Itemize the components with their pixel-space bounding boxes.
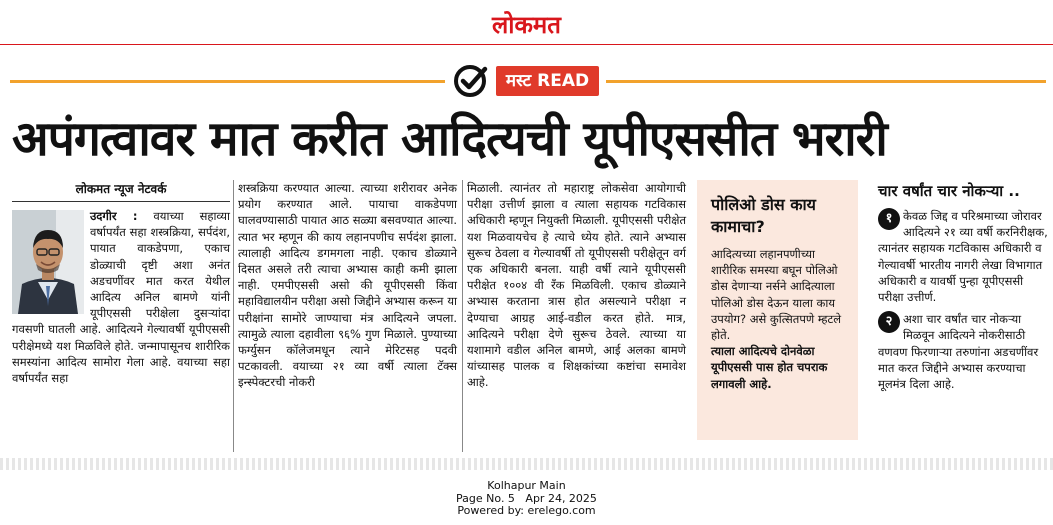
article-column-1 [12, 180, 230, 386]
number-badge-icon: २ [878, 311, 900, 333]
masthead [0, 0, 1053, 44]
jobs-box [878, 180, 1048, 398]
number-badge-icon: १ [878, 208, 900, 230]
jobs-item [878, 208, 1048, 305]
article-text-col3: मिळाली. त्यानंतर तो महाराष्ट्र लोकसेवा आयोगाची परीक्षा उत्तीर्ण झाला व त्याला सहायक गटविकास अधिकारी म्हणून नियुक्ती मिळाली. यूपीएससी परीक्षेत यश मिळवायचेच हे त्याचे ध्येय होते. त्याने अभ्यास सुरूच ठेवला व गेल्यावर्षी तो यूपीएससी परीक्षेतून वर्ग एक अधिकारी बनला. याही वर्षी त्याने यूपीएससी परीक्षेत १००४ वी रँक मिळविली. एकाच डोळ्याने अभ्यास करताना त्रास होत असल्याने परीक्षा न देण्याचा आग्रह आई-वडील करत होते. मात्र, आदित्यने परीक्षा देणे सुरूच ठेवले. त्याच्या या यशामागे वडील अनिल बामणे, आई अलका बामणे यांच्यासह पालक व शिक्षकांच्या कष्टांचा समावेश आहे. [467, 181, 686, 390]
must-read-badge: मस्ट READ [496, 66, 599, 96]
headline: अपंगत्वावर मात करीत आदित्यची यूपीएससीत भरारी [12, 111, 887, 167]
column-divider [462, 180, 463, 452]
checkmark-icon [453, 63, 489, 99]
footer-edition: Kolhapur Main [487, 479, 566, 492]
footer-page-date: Page No. 5 Apr 24, 2025 [456, 491, 597, 505]
article-text-col2: शस्त्रक्रिया करण्यात आल्या. त्याच्या शरीरावर अनेक प्रयोग करण्यात आले. पायाचा वाकडेपणा घालवण्यासाठी पायात आठ सळ्या बसवण्यात आल्या. त्यात भर म्हणून की काय लहानपणीच सर्पदंश झाला. त्यालाही आदित्य डगमगला नाही. एकाच डोळ्याने दिसत असले तरी त्याचा अभ्यास काही कमी झाला नाही. एमपीएससी असो की यूपीएससी किंवा महाविद्यालयीन परीक्षा असो जिद्दीने अभ्यास करून या परीक्षांना सामोरे जाण्याचा मंत्र आदित्यने जपला. त्यामुळे त्याला दहावीला ९६% गुण मिळाले. पुण्याच्या फर्ग्युसन कॉलेजमधून त्याने मेरिटसह पदवी पटकावली. वयाच्या २१ व्या वर्षी त्याला टॅक्स इन्स्पेक्टरची नोकरी [238, 181, 457, 390]
article-paragraph-1: वयाच्या सहाव्या वर्षापर्यंत सहा शस्त्रक्रिया, सर्पदंश, पायात वाकडेपणा, एकाच डोळ्याची दृष्टी अशा अनंत अडचणींवर मात करत येथील आदित्य अनिल बामणे यांनी यूपीएससी परीक्षेला दुसऱ्यांदा गवसणी घातली आहे. आदित्यने गेल्यावर्षी यूपीएससी परीक्षेमध्ये यश मिळविले होते. जन्मापासूनच शारीरिक समस्यांना आदित्य सामोरा गेला आहे. वयाच्या सहा वर्षापर्यंत सहा [12, 209, 231, 386]
byline: लोकमत न्यूज नेटवर्क [12, 180, 230, 202]
dateline: उदगीर : [90, 209, 138, 223]
sidebar-box [697, 180, 858, 440]
page-footer [0, 480, 1053, 518]
jobs-title: चार वर्षांत चार नोकऱ्या .. [878, 182, 1020, 200]
page-edge-strip [0, 458, 1053, 470]
aditya-photo [12, 210, 84, 314]
jobs-item-text: केवळ जिद्द व परिश्रमाच्या जोरावर आदित्यने २१ व्या वर्षी करनिरीक्षक, त्यानंतर सहायक गटविकास अधिकारी व गेल्यावर्षी भारतीय नागरी लेखा विभागात अधिकारी व यावर्षी पुन्हा यूपीएससी परीक्षा उत्तीर्ण. [878, 209, 1048, 305]
sidebar-body: आदित्यच्या लहानपणीच्या शारीरिक समस्या बघून पोलिओ डोस देणाऱ्या नर्सने आदित्याला पोलिओ डोस देऊन याला काय उपयोग? असे कुत्सितपणे म्हटले होते. [711, 247, 842, 343]
jobs-item-text: अशा चार वर्षांत चार नोकऱ्या मिळवून आदित्यने नोकरीसाठी वणवण फिरणाऱ्या तरुणांना अडचणींवर मात करत जिद्दीने अभ्यास करण्याचा मूलमंत्र दिला आहे. [878, 312, 1039, 392]
footer-powered-by[interactable]: Powered by: erelego.com [457, 504, 596, 517]
sidebar-title: पोलिओ डोस काय कामाचा? [711, 195, 816, 236]
kicker-rule-left [10, 80, 445, 83]
jobs-item [878, 311, 1048, 392]
kicker-rule-right [606, 80, 1046, 83]
masthead-rule [0, 44, 1053, 45]
article-text-col1 [12, 208, 230, 386]
sidebar-emphasis: त्याला आदित्यचे दोनवेळा यूपीएससी पास होत चपराक लगावली आहे. [711, 344, 828, 391]
column-divider [233, 180, 234, 452]
lokmat-logo: लोकमत [492, 11, 561, 39]
